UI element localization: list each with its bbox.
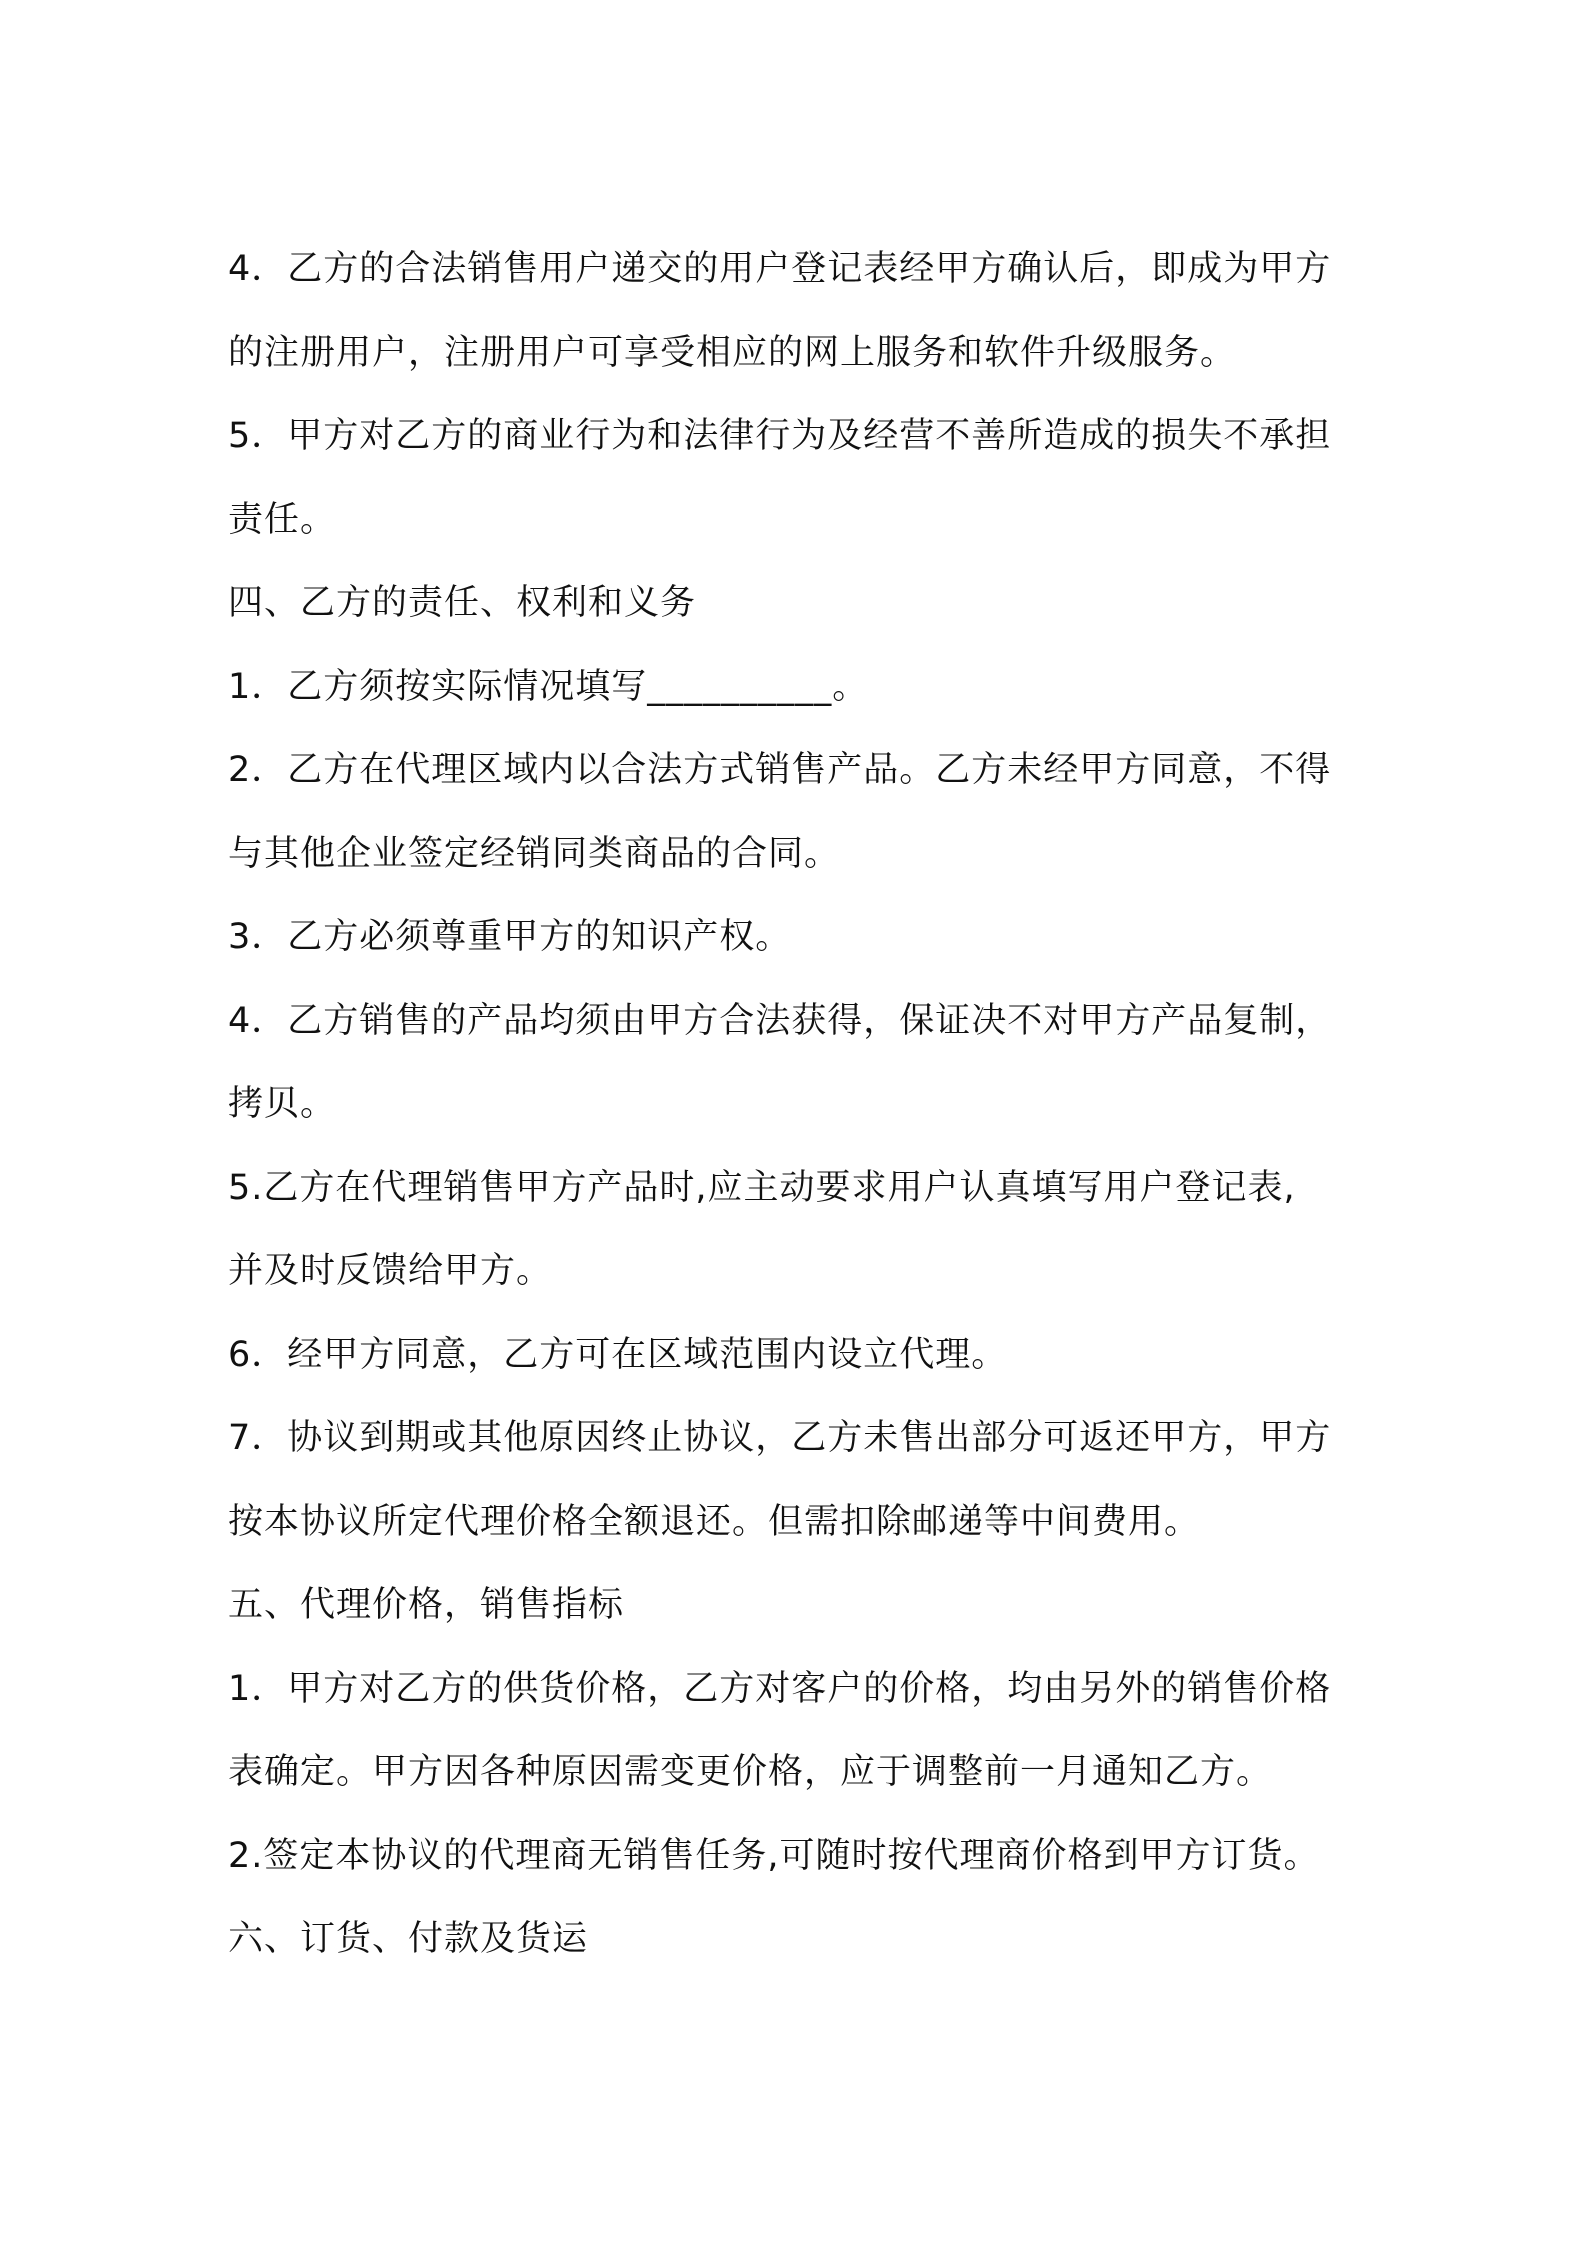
section-heading-6: 六、订货、付款及货运 [228, 1919, 589, 1959]
clause-5-line-1: 5．甲方对乙方的商业行为和法律行为及经营不善所造成的损失不承担 [228, 416, 1332, 456]
section4-clause-5-line-2: 并及时反馈给甲方。 [228, 1251, 553, 1291]
clause-4-line-2: 的注册用户，注册用户可享受相应的网上服务和软件升级服务。 [228, 332, 1237, 373]
section5-clause-1-line-2: 表确定。甲方因各种原因需变更价格，应于调整前一月通知乙方。 [228, 1752, 1273, 1792]
section5-clause-2: 2.签定本协议的代理商无销售任务,可随时按代理商价格到甲方订货。 [228, 1835, 1320, 1876]
section4-clause-1: 1．乙方须按实际情况填写__________。 [228, 666, 869, 707]
section4-clause-6: 6．经甲方同意，乙方可在区域范围内设立代理。 [228, 1334, 1008, 1375]
section4-clause-7-line-2: 按本协议所定代理价格全额退还。但需扣除邮递等中间费用。 [228, 1501, 1201, 1542]
clause-4-line-1: 4．乙方的合法销售用户递交的用户登记表经甲方确认后，即成为甲方 [228, 249, 1332, 289]
section4-clause-7-line-1: 7．协议到期或其他原因终止协议，乙方未售出部分可返还甲方，甲方 [228, 1418, 1332, 1458]
section4-clause-2-line-2: 与其他企业签定经销同类商品的合同。 [228, 833, 841, 874]
section4-clause-4-line-2: 拷贝。 [228, 1084, 337, 1124]
section4-clause-5-line-1: 5.乙方在代理销售甲方产品时,应主动要求用户认真填写用户登记表, [228, 1167, 1296, 1208]
section4-clause-2-line-1: 2．乙方在代理区域内以合法方式销售产品。乙方未经甲方同意，不得 [228, 750, 1332, 790]
section5-clause-1-line-1: 1．甲方对乙方的供货价格，乙方对客户的价格，均由另外的销售价格 [228, 1668, 1332, 1709]
section-heading-4: 四、乙方的责任、权利和义务 [228, 583, 697, 623]
document-body [228, 228, 1368, 1982]
section4-clause-4-line-1: 4．乙方销售的产品均须由甲方合法获得，保证决不对甲方产品复制， [228, 1000, 1332, 1041]
clause-5-line-2: 责任。 [228, 499, 337, 540]
section-heading-5: 五、代理价格，销售指标 [228, 1585, 625, 1625]
section4-clause-3: 3．乙方必须尊重甲方的知识产权。 [228, 917, 792, 957]
